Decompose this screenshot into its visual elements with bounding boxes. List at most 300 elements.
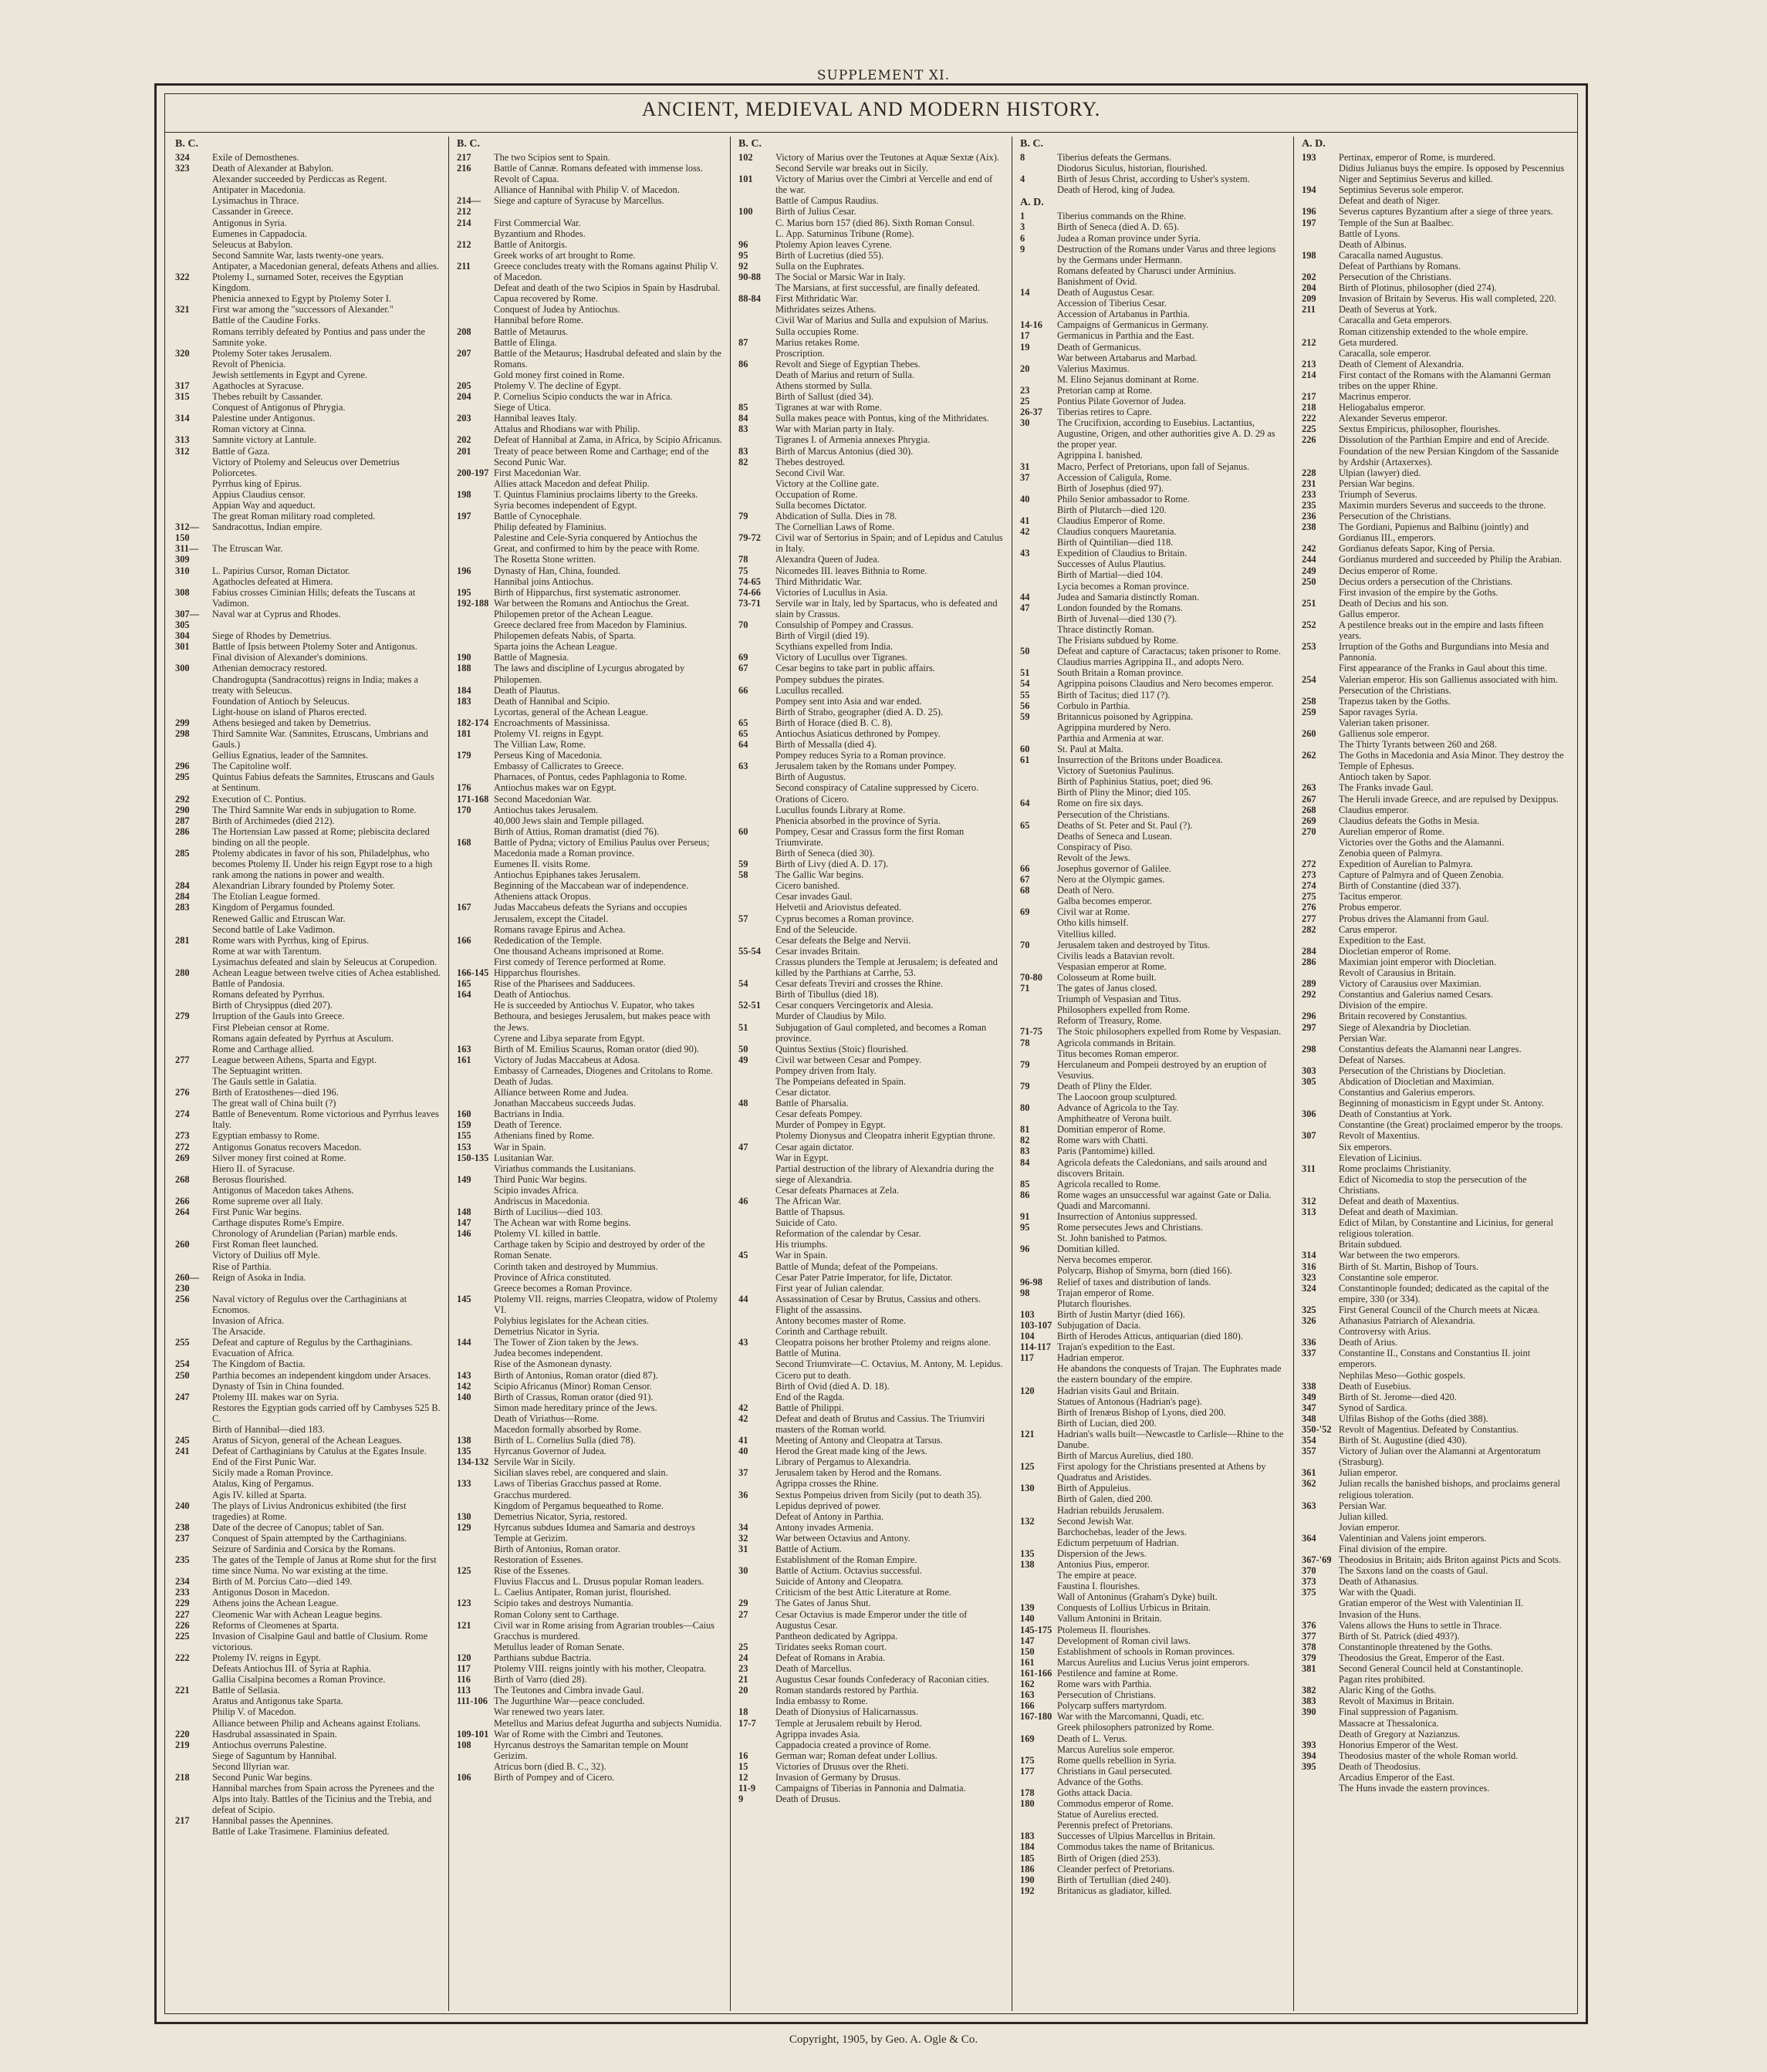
entry-year: 91 xyxy=(1020,1211,1030,1222)
entry-text: Scipio invades Africa. xyxy=(494,1184,579,1196)
timeline-entry xyxy=(1020,1287,1286,1298)
timeline-entry xyxy=(1302,978,1567,989)
entry-text: The Rosetta Stone written. xyxy=(494,554,596,565)
entry-year: 138 xyxy=(1020,1559,1035,1570)
entry-year xyxy=(457,1239,494,1260)
entry-text: Embassy of Carneades, Diogenes and Critolans to Rome. xyxy=(494,1065,713,1076)
entry-text: Proscription. xyxy=(775,347,825,359)
entry-text: Vitellius killed. xyxy=(1057,928,1117,940)
timeline-entry xyxy=(457,619,722,630)
entry-text: Romans ravage Epirus and Achea. xyxy=(494,923,626,935)
entry-year: 140 xyxy=(457,1391,471,1402)
entry-text: Temple of the Sun at Baalbec. xyxy=(1339,217,1454,228)
timeline-entry xyxy=(457,967,722,978)
entry-text: Greek works of art brought to Rome. xyxy=(494,249,636,261)
entry-year: 201 xyxy=(457,445,471,457)
timeline-entry xyxy=(457,1500,722,1511)
timeline-entry xyxy=(738,272,1004,282)
entry-text: Cesar conquers Vercingetorix and Alesia. xyxy=(775,1000,934,1011)
timeline-entry xyxy=(738,293,1004,304)
timeline-entry xyxy=(175,1663,441,1674)
entry-text: Partial destruction of the library of Alexandria during the siege of Alexandria. xyxy=(775,1163,994,1185)
entry-year: 96 xyxy=(1020,1244,1030,1255)
entry-text: Conspiracy of Piso. xyxy=(1057,841,1133,852)
entry-year xyxy=(175,1348,212,1358)
entry-text: Victory of Judas Maccabeus at Adosa. xyxy=(494,1054,640,1065)
entry-year xyxy=(738,1217,775,1228)
entry-text: Expedition of Aurelian to Palmyra. xyxy=(1339,859,1473,870)
timeline-entry xyxy=(457,1044,722,1055)
entry-text: Philopemen defeats Nabis, of Sparta. xyxy=(494,630,636,642)
entry-year xyxy=(175,457,212,478)
entry-year: 34 xyxy=(738,1521,748,1533)
entry-text: Second Servile war breaks out in Sicily. xyxy=(775,163,928,174)
entry-year: 276 xyxy=(1302,902,1316,913)
entry-text: Naval victory of Regulus over the Carthaginians at Ecnomos. xyxy=(212,1293,407,1315)
timeline-entry xyxy=(1020,1841,1286,1852)
entry-year: 198 xyxy=(457,488,471,500)
entry-text: Hyrcanus destroys the Samaritan temple on Mount Gerizim. xyxy=(494,1739,688,1761)
entry-text: Antigonus Gonatus recovers Macedon. xyxy=(212,1141,362,1152)
timeline-entry xyxy=(1020,646,1286,656)
timeline-entry xyxy=(738,348,1004,359)
entry-text: Septimius Severus sole emperor. xyxy=(1339,184,1464,196)
timeline-entry xyxy=(457,370,722,380)
entry-year: 47 xyxy=(738,1141,748,1152)
entry-text: Death of Clement of Alexandria. xyxy=(1339,358,1465,370)
entry-text: Herod the Great made king of the Jews. xyxy=(775,1446,927,1457)
timeline-entry xyxy=(1020,842,1286,852)
timeline-entry xyxy=(1302,434,1567,445)
timeline-entry xyxy=(175,1674,441,1685)
entry-text: Maximian joint emperor with Diocletian. xyxy=(1339,956,1497,967)
entry-year xyxy=(1302,1174,1339,1196)
entry-year: 180 xyxy=(1020,1798,1035,1810)
timeline-entry xyxy=(175,1000,441,1011)
entry-text: Atheniens attack Oropus. xyxy=(494,891,591,903)
timeline-entry xyxy=(738,1761,1004,1772)
timeline-entry xyxy=(1020,1113,1286,1124)
timeline-entry xyxy=(738,218,1004,228)
timeline-entry xyxy=(1302,685,1567,696)
entry-year: 193 xyxy=(1302,152,1316,163)
timeline-entry xyxy=(457,511,722,521)
timeline-entry xyxy=(457,1446,722,1456)
entry-text: The Jugurthine War—peace concluded. xyxy=(494,1696,645,1707)
timeline-entry xyxy=(1302,250,1567,261)
entry-text: Deaths of Seneca and Lusean. xyxy=(1057,830,1172,842)
entry-text: The plays of Livius Andronicus exhibited (the first tragedies) at Rome. xyxy=(212,1500,407,1522)
entry-year: 163 xyxy=(457,1043,471,1055)
entry-year: 264 xyxy=(175,1206,190,1218)
entry-year: 298 xyxy=(175,727,190,739)
entry-text: Birth of Galen, died 200. xyxy=(1057,1493,1153,1505)
timeline-entry xyxy=(1020,733,1286,744)
timeline-entry xyxy=(738,1750,1004,1761)
timeline-entry xyxy=(457,391,722,402)
timeline-entry xyxy=(457,402,722,413)
entry-text: Rome on fire six days. xyxy=(1057,798,1144,809)
timeline-entry xyxy=(1302,1522,1567,1533)
entry-year: 135 xyxy=(1020,1547,1035,1559)
entry-year: 177 xyxy=(1020,1765,1035,1777)
entry-year: 140 xyxy=(1020,1613,1035,1625)
timeline-entry xyxy=(1020,1527,1286,1537)
entry-text: Final division of the empire. xyxy=(1339,1544,1448,1554)
entry-year xyxy=(175,370,212,380)
entry-year: 225 xyxy=(175,1630,190,1642)
entry-text: Judas Maccabeus defeats the Syrians and occupies Jerusalem, except the Citadel. xyxy=(494,902,688,924)
timeline-entry xyxy=(738,1196,1004,1206)
entry-year: 102 xyxy=(738,152,753,163)
entry-year: 30 xyxy=(1020,417,1030,429)
entry-text: Hipparchus flourishes. xyxy=(494,967,581,979)
entry-text: Siege of Utica. xyxy=(494,402,551,413)
entry-text: Ptolemy Apion leaves Cyrene. xyxy=(775,238,892,250)
entry-text: Perennis prefect of Pretorians. xyxy=(1057,1820,1174,1831)
timeline-entry xyxy=(1020,690,1286,700)
entry-year: 9 xyxy=(1020,243,1025,255)
entry-text: Birth of Ovid (died A. D. 18). xyxy=(775,1380,890,1392)
entry-year: 267 xyxy=(1302,793,1316,805)
timeline-entry xyxy=(457,1283,722,1294)
timeline-entry xyxy=(1302,1206,1567,1217)
timeline-entry xyxy=(1020,765,1286,776)
entry-year xyxy=(175,1706,212,1717)
timeline-entry xyxy=(1020,896,1286,906)
entry-year xyxy=(457,771,494,782)
entry-text: Birth of Plutarch—died 120. xyxy=(1057,504,1167,515)
entry-text: Jovian emperor. xyxy=(1339,1521,1400,1533)
timeline-entry xyxy=(1302,1239,1567,1250)
entry-year xyxy=(1020,1777,1057,1787)
entry-text: Birth of Jesus Christ, according to Usher's system. xyxy=(1057,174,1250,185)
timeline-entry xyxy=(1302,1500,1567,1511)
entry-text: Death of Marcellus. xyxy=(775,1663,852,1675)
entry-text: Battle of Sellasia. xyxy=(212,1685,280,1696)
timeline-entry xyxy=(457,184,722,195)
entry-text: Julian recalls the banished bishops, and proclaims general religious toleration. xyxy=(1339,1478,1560,1500)
entry-text: Jerusalem taken and destroyed by Titus. xyxy=(1057,939,1211,950)
entry-year: 245 xyxy=(175,1435,190,1446)
entry-year xyxy=(1020,353,1057,363)
entry-text: Persecution of the Christians. xyxy=(1339,272,1451,283)
entry-text: Cleopatra poisons her brother Ptolemy and reigns alone. xyxy=(775,1337,991,1348)
entry-text: Cassander in Greece. xyxy=(212,206,293,218)
entry-year: 82 xyxy=(738,456,748,467)
entry-year xyxy=(1302,1674,1339,1685)
timeline-entry xyxy=(1020,1407,1286,1418)
timeline-entry xyxy=(175,1478,441,1489)
entry-text: Marcus Aurelius and Lucius Verus joint emperors. xyxy=(1057,1656,1250,1668)
entry-year xyxy=(1020,776,1057,787)
timeline-entry xyxy=(1302,1663,1567,1674)
entry-text: Massacre at Thessalonica. xyxy=(1339,1717,1439,1729)
entry-text: Birth of M. Emilius Scaurus, Roman orator (died 90). xyxy=(494,1043,700,1055)
entry-text: Cesar again dictator. xyxy=(775,1141,854,1152)
timeline-entry xyxy=(1020,374,1286,385)
entry-year: 274 xyxy=(1302,880,1316,892)
entry-text: End of the Ragda. xyxy=(775,1391,845,1402)
entry-year: 104 xyxy=(1020,1331,1035,1342)
entry-year: 167 xyxy=(457,902,471,913)
entry-text: Victory of Marius over the Teutones at Aquæ Sextæ (Aix). xyxy=(775,152,999,163)
timeline-entry xyxy=(175,1261,441,1272)
timeline-entry xyxy=(1020,526,1286,537)
entry-year xyxy=(1302,1511,1339,1522)
entry-text: Augustus Cesar founds Confederacy of Raconian cities. xyxy=(775,1674,989,1686)
entry-year xyxy=(175,1185,212,1196)
entry-year: 153 xyxy=(457,1141,471,1152)
entry-text: Expedition to the East. xyxy=(1339,934,1426,946)
timeline-entry xyxy=(1020,1635,1286,1646)
timeline-entry xyxy=(175,380,441,391)
timeline-entry xyxy=(175,1250,441,1260)
entry-text: Reign of Asoka in India. xyxy=(212,1271,306,1283)
entry-text: Triumph of Severus. xyxy=(1339,488,1417,500)
entry-text: Invasion of the Huns. xyxy=(1339,1608,1421,1620)
entry-text: Constantinople founded; dedicated as the capital of the empire, 330 (or 334). xyxy=(1339,1282,1549,1304)
entry-year xyxy=(738,1076,775,1087)
entry-year xyxy=(1020,896,1057,906)
timeline-entry xyxy=(738,1163,1004,1185)
entry-text: Revolt and Siege of Egyptian Thebes. xyxy=(775,358,921,370)
entry-year xyxy=(457,1196,494,1206)
entry-text: Edict of Nicomedia to stop the persecution of the Christians. xyxy=(1339,1173,1527,1196)
entry-year xyxy=(738,891,775,902)
entry-year: 166-145 xyxy=(457,967,489,979)
timeline-entry xyxy=(1302,326,1567,337)
timeline-entry xyxy=(1302,337,1567,348)
entry-text: Relief of taxes and distribution of lands. xyxy=(1057,1276,1211,1287)
entry-text: Sulla becomes Dictator. xyxy=(775,500,867,511)
timeline-entry xyxy=(175,609,441,630)
entry-year xyxy=(175,239,212,250)
timeline-entry xyxy=(457,685,722,696)
timeline-entry xyxy=(1302,1729,1567,1740)
entry-text: Rome persecutes Jews and Christians. xyxy=(1057,1222,1203,1233)
timeline-entry xyxy=(738,815,1004,826)
entry-year: 79 xyxy=(1020,1058,1030,1070)
timeline-entry xyxy=(738,250,1004,261)
timeline-entry xyxy=(175,630,441,641)
entry-text: Faustina I. flourishes. xyxy=(1057,1581,1140,1592)
entry-text: He abandons the conquests of Trajan. The Euphrates made the eastern boundary of the empire. xyxy=(1057,1363,1282,1385)
entry-text: Parthia and Armenia at war. xyxy=(1057,732,1164,744)
entry-year: 160 xyxy=(457,1109,471,1120)
entry-text: Battle of Cynocephale. xyxy=(494,511,582,522)
entry-year xyxy=(738,434,775,445)
timeline-entry xyxy=(175,935,441,946)
entry-year: 25 xyxy=(738,1641,748,1652)
entry-text: Kingdom of Pergamus founded. xyxy=(212,902,335,913)
entry-text: Nerva becomes emperor. xyxy=(1057,1254,1153,1266)
timeline-entry xyxy=(175,1196,441,1206)
entry-text: Quintus Fabius defeats the Samnites, Etruscans and Gauls at Sentinum. xyxy=(212,771,434,794)
entry-text: Bactrians in India. xyxy=(494,1109,565,1120)
timeline-entry xyxy=(738,1239,1004,1250)
entry-year xyxy=(175,261,212,272)
entry-year xyxy=(175,195,212,206)
entry-text: Death of Marius and return of Sulla. xyxy=(775,369,914,380)
entry-year xyxy=(1020,1418,1057,1429)
entry-year: 163 xyxy=(1020,1689,1035,1701)
entry-text: Dynasty of Han, China, founded. xyxy=(494,565,621,576)
entry-year: 37 xyxy=(738,1467,748,1479)
timeline-entry xyxy=(738,1467,1004,1478)
entry-year: 235 xyxy=(1302,500,1316,511)
entry-year: 85 xyxy=(1020,1178,1030,1190)
entry-year: 132 xyxy=(1020,1515,1035,1527)
entry-year: 166 xyxy=(1020,1700,1035,1712)
timeline-entry xyxy=(457,239,722,250)
entry-year: 196 xyxy=(1302,206,1316,218)
entry-text: Gordianus defeats Sapor, King of Persia. xyxy=(1339,543,1495,555)
timeline-entry xyxy=(175,924,441,935)
entry-year xyxy=(738,1206,775,1217)
entry-year xyxy=(1302,239,1339,250)
timeline-entry xyxy=(1302,261,1567,272)
timeline-entry xyxy=(1302,1261,1567,1272)
timeline-entry xyxy=(175,707,441,717)
timeline-entry xyxy=(1020,820,1286,831)
timeline-entry xyxy=(1020,1309,1286,1320)
entry-year: 161 xyxy=(1020,1656,1035,1668)
entry-text: Vallum Antonini in Britain. xyxy=(1057,1613,1162,1625)
timeline-entry xyxy=(1020,1733,1286,1744)
timeline-entry xyxy=(1020,1265,1286,1276)
entry-text: Antigonus of Macedon takes Athens. xyxy=(212,1184,354,1196)
entry-text: Irruption of the Gauls into Greece. xyxy=(212,1011,345,1022)
timeline-entry xyxy=(175,1652,441,1663)
entry-year: 182-174 xyxy=(457,717,489,728)
entry-year xyxy=(1020,276,1057,287)
timeline-entry xyxy=(1302,1087,1567,1098)
timeline-entry xyxy=(175,1815,441,1826)
entry-text: Second Triumvirate—C. Octavius, M. Antony, M. Lepidus. xyxy=(775,1358,1003,1370)
entry-text: Lycortas, general of the Achean League. xyxy=(494,706,648,717)
entry-text: Defeat and death of the two Scipios in Spain by Hasdrubal. xyxy=(494,282,721,294)
timeline-entry xyxy=(738,337,1004,348)
timeline-entry xyxy=(175,652,441,663)
timeline-entry xyxy=(1020,1004,1286,1015)
timeline-entry xyxy=(175,891,441,902)
entry-year: 82 xyxy=(1020,1135,1030,1146)
entry-text: Battle of Thapsus. xyxy=(775,1206,846,1218)
entry-text: Birth of Tertullian (died 240). xyxy=(1057,1874,1171,1885)
timeline-entry xyxy=(175,250,441,261)
timeline-entry xyxy=(1302,805,1567,815)
entry-text: Galba becomes emperor. xyxy=(1057,896,1152,907)
entry-text: Occupation of Rome. xyxy=(775,488,858,500)
entry-text: Birth of Seneca (died A. D. 65). xyxy=(1057,221,1179,233)
entry-text: 40,000 Jews slain and Temple pillaged. xyxy=(494,815,644,826)
entry-text: Restores the Egyptian gods carried off by Cambyses 525 B. C. xyxy=(212,1402,441,1424)
timeline-entry xyxy=(1302,1196,1567,1206)
entry-year xyxy=(1020,613,1057,624)
timeline-entry xyxy=(738,771,1004,782)
timeline-entry xyxy=(738,739,1004,750)
timeline-entry xyxy=(1302,1348,1567,1369)
entry-year: 277 xyxy=(175,1054,190,1065)
entry-text: Eumenes in Cappadocia. xyxy=(212,228,307,239)
entry-year xyxy=(1302,1119,1339,1130)
entry-text: Death of Alexander at Babylon. xyxy=(212,163,334,174)
timeline-entry xyxy=(457,1685,722,1696)
timeline-entry xyxy=(1302,1174,1567,1196)
entry-text: War in Spain. xyxy=(494,1141,546,1152)
timeline-entry xyxy=(1020,1602,1286,1613)
entry-year xyxy=(175,1467,212,1478)
entry-year: 56 xyxy=(1020,700,1030,711)
timeline-entry xyxy=(457,1109,722,1119)
entry-year: 52-51 xyxy=(738,1000,761,1011)
entry-year: 393 xyxy=(1302,1739,1316,1750)
entry-year: 4 xyxy=(1020,174,1025,185)
timeline-entry xyxy=(738,902,1004,913)
entry-year: 109-101 xyxy=(457,1728,489,1740)
entry-text: Victory of Duilius off Myle. xyxy=(212,1250,320,1261)
entry-year: 306 xyxy=(1302,1109,1316,1120)
entry-year xyxy=(1020,809,1057,820)
timeline-entry xyxy=(1302,1392,1567,1402)
timeline-column-4 xyxy=(1012,137,1294,2011)
timeline-entry xyxy=(738,1185,1004,1196)
entry-text: Rome wars with Chatti. xyxy=(1057,1135,1148,1146)
entry-text: Civil war at Rome. xyxy=(1057,906,1130,918)
entry-text: Conquest of Antigonus of Phrygia. xyxy=(212,402,346,413)
timeline-entry xyxy=(1302,348,1567,359)
entry-text: Battle of Pydna; victory of Emilius Paulus over Perseus; Macedonia made a Roman province. xyxy=(494,836,710,859)
timeline-entry xyxy=(457,1424,722,1435)
entry-text: Hadrian emperor. xyxy=(1057,1352,1124,1364)
entry-text: Rise of Parthia. xyxy=(212,1260,272,1272)
timeline-entry xyxy=(1302,359,1567,370)
entry-text: Berosus flourished. xyxy=(212,1173,287,1185)
entry-year: 269 xyxy=(175,1152,190,1163)
entry-text: Battle of Pharsalia. xyxy=(775,1098,849,1109)
entry-year xyxy=(1020,1015,1057,1026)
entry-text: Birth of Marcus Antonius (died 30). xyxy=(775,445,914,457)
entry-text: Ptolemy VIII. reigns jointly with his mother, Cleopatra. xyxy=(494,1663,707,1675)
timeline-entry xyxy=(1302,391,1567,402)
timeline-entry xyxy=(738,707,1004,717)
timeline-entry xyxy=(457,815,722,826)
timeline-entry xyxy=(175,1761,441,1772)
entry-year: 323 xyxy=(175,163,190,174)
entry-text: End of the First Punic War. xyxy=(212,1456,316,1468)
entry-year xyxy=(1020,852,1057,863)
entry-year: 313 xyxy=(175,434,190,446)
entry-year: 14-16 xyxy=(1020,319,1042,331)
entry-text: War renewed two years later. xyxy=(494,1706,605,1718)
timeline-entry xyxy=(1302,304,1567,315)
entry-year xyxy=(1020,450,1057,461)
entry-text: The Social or Marsic War in Italy. xyxy=(775,272,906,283)
entry-text: Hannibal before Rome. xyxy=(494,315,583,326)
timeline-entry xyxy=(175,1598,441,1608)
entry-text: Paris (Pantomime) killed. xyxy=(1057,1146,1155,1157)
timeline-entry xyxy=(175,1076,441,1087)
timeline-entry xyxy=(1302,782,1567,793)
timeline-entry xyxy=(175,1718,441,1729)
timeline-entry xyxy=(175,543,441,565)
entry-year: 81 xyxy=(1020,1124,1030,1136)
entry-year: 175 xyxy=(1020,1754,1035,1766)
entry-year: 106 xyxy=(457,1771,471,1783)
entry-text: Accession of Artabanus in Parthia. xyxy=(1057,309,1190,320)
entry-text: First Mithridatic War. xyxy=(775,293,859,305)
